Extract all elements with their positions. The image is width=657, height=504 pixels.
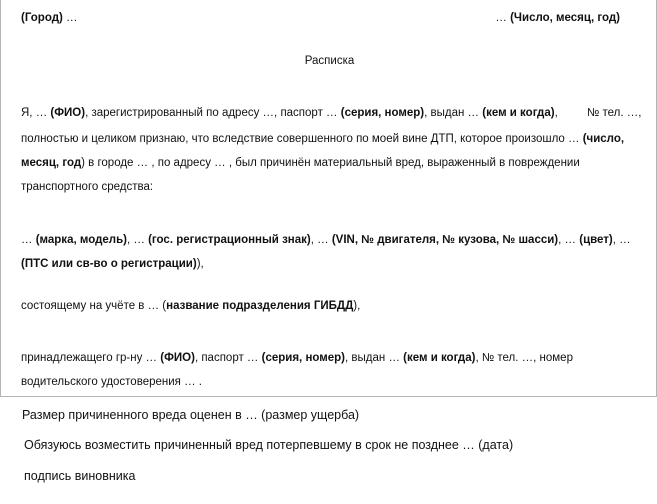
date-placeholder: (Число, месяц, год) xyxy=(510,12,620,24)
owner-line-2: водительского удостоверения … . xyxy=(21,376,202,388)
header-date: … (Число, месяц, год) xyxy=(495,12,620,24)
obligation-line: Обязуюсь возместить причиненный вред потерпевшему в срок не позднее … (дата) xyxy=(24,438,514,452)
paragraph-line-3: месяц, год) в городе … , по адресу … , был причинён материальный вред, выраженный в повреждении xyxy=(21,157,580,169)
city-placeholder: (Город) xyxy=(21,12,63,24)
signature-line: подпись виновника xyxy=(24,469,136,483)
paragraph-line-1: Я, … (ФИО), зарегистрированный по адресу …, паспорт … (серия, номер), выдан … (кем и когда), xyxy=(21,107,558,119)
vehicle-line-2: (ПТС или св-во о регистрации)), xyxy=(21,258,204,270)
header-city: (Город) … xyxy=(21,12,78,24)
document-title: Расписка xyxy=(304,55,355,67)
registration-line: состоящему на учёте в … (название подразделения ГИБДД), xyxy=(21,300,361,312)
paragraph-line-2: полностью и целиком признаю, что вследствие совершенного по моей вине ДТП, которое произошло … (число, xyxy=(21,133,625,145)
owner-line-1: принадлежащего гр-ну … (ФИО), паспорт … (серия, номер), выдан … (кем и когда), № тел. …, номер xyxy=(21,352,573,364)
paragraph-line-4: транспортного средства: xyxy=(21,181,154,193)
vehicle-line-1: … (марка, модель), … (гос. регистрационный знак), … (VIN, № двигателя, № кузова, № шасси), … (цвет), … xyxy=(21,234,631,246)
damage-amount-line: Размер причиненного вреда оценен в … (размер ущерба) xyxy=(22,408,360,422)
phone-field: № тел. …, xyxy=(587,107,642,119)
